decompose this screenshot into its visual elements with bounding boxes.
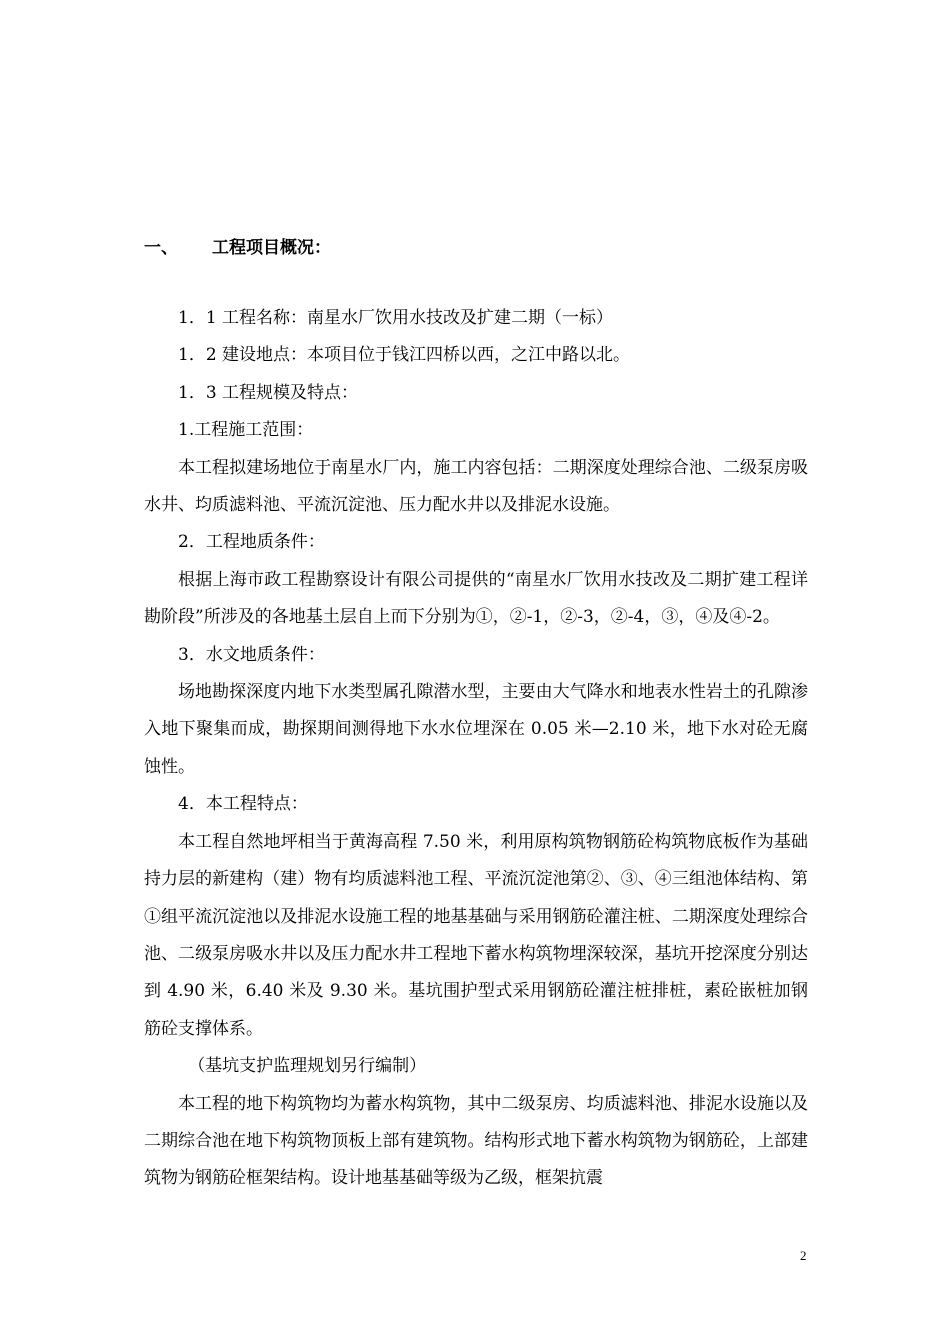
paragraph-note: （基坑支护监理规划另行编制） [188, 1056, 427, 1077]
page-number: 2 [800, 1248, 807, 1263]
section-number: 一、 [144, 238, 178, 258]
section-title: 工程项目概况： [212, 238, 331, 258]
paragraph-project-name: 1．1 工程名称：南星水厂饮用水技改及扩建二期（一标） [178, 308, 614, 328]
paragraph-hydrology-heading: 3．水文地质条件： [178, 644, 325, 665]
paragraph-scope: 本工程拟建场地位于南星水厂内，施工内容包括：二期深度处理综合池、二级泵房吸水井、均质滤料池、平流沉淀池、压力配水井以及排泥水设施。 [144, 457, 808, 516]
body-text [144, 300, 808, 1198]
section-heading [144, 233, 331, 258]
paragraph-hydrology: 场地勘探深度内地下水类型属孔隙潜水型，主要由大气降水和地表水性岩土的孔隙渗入地下聚集而成，勘探期间测得地下水水位埋深在 0.05 米—2.10 米，地下水对砼无腐蚀性。 [144, 682, 808, 777]
paragraph-geology-heading: 2．工程地质条件： [178, 532, 325, 553]
paragraph-geology: 根据上海市政工程勘察设计有限公司提供的“南星水厂饮用水技改及二期扩建工程详勘阶段”所涉及的各地基土层自上而下分别为①，②-1，②-3，②-4，③，④及④-2。 [144, 569, 808, 628]
paragraph-scope-heading: 1.工程施工范围： [178, 420, 314, 441]
paragraph-location: 1．2 建设地点：本项目位于钱江四桥以西，之江中路以北。 [178, 345, 631, 366]
paragraph-features: 本工程自然地坪相当于黄海高程 7.50 米，利用原构筑物钢筋砼构筑物底板作为基础持力层的新建构（建）物有均质滤料池工程、平流沉淀池第②、③、④三组池体结构、第①组平流沉淀池以及排泥水设施工程的地基基础与采用钢筋砼灌注桩、二期深度处理综合池、二级泵房吸水井以及压力配水井工程地下蓄水构筑物埋深较深，基坑开挖深度分别达到 4.90 米，6.40 米及 9.30 米。基坑围护型式采用钢筋砼灌注桩排桩，素砼嵌桩加钢筋砼支撑体系。 [144, 831, 808, 1039]
paragraph-structures: 本工程的地下构筑物均为蓄水构筑物，其中二级泵房、均质滤料池、排泥水设施以及二期综合池在地下构筑物顶板上部有建筑物。结构形式地下蓄水构筑物为钢筋砼，上部建筑物为钢筋砼框架结构。设计地基基础等级为乙级，框架抗震 [144, 1093, 808, 1189]
paragraph-scale-heading: 1．3 工程规模及特点： [178, 382, 359, 403]
paragraph-features-heading: 4．本工程特点： [178, 794, 308, 815]
